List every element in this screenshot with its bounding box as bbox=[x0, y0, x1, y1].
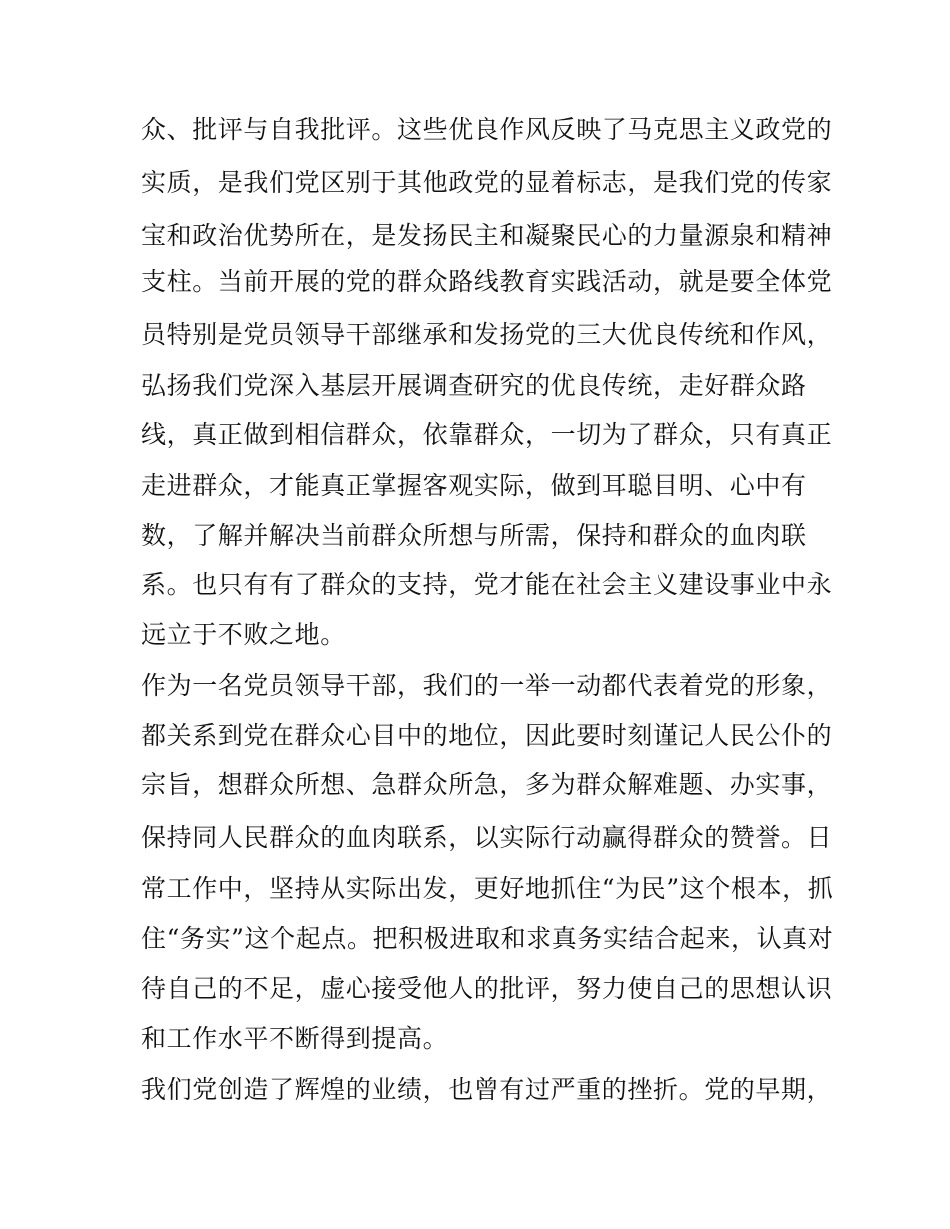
text-line-6: 弘扬我们党深入基层开展调查研究的优良传统，走好群众路 bbox=[141, 371, 807, 400]
text-line-5: 员特别是党员领导干部继承和发扬党的三大优良传统和作风， bbox=[141, 320, 833, 349]
text-line-10: 系。也只有有了群众的支持，党才能在社会主义建设事业中永 bbox=[141, 570, 833, 599]
text-line-3: 宝和政治优势所在，是发扬民主和凝聚民心的力量源泉和精神 bbox=[141, 221, 833, 250]
text-line-1: 众、批评与自我批评。这些优良作风反映了马克思主义政党的 bbox=[141, 115, 833, 144]
text-line-4: 支柱。当前开展的党的群众路线教育实践活动，就是要全体党 bbox=[141, 267, 833, 296]
text-line-17: 住“务实”这个起点。把积极进取和求真务实结合起来，认真对 bbox=[141, 924, 834, 953]
text-line-12: 作为一名党员领导干部，我们的一举一动都代表着党的形象， bbox=[141, 671, 833, 700]
text-line-20: 我们党创造了辉煌的业绩，也曾有过严重的挫折。党的早期， bbox=[141, 1075, 833, 1104]
text-line-9: 数，了解并解决当前群众所想与所需，保持和群众的血肉联 bbox=[141, 521, 807, 550]
text-line-16: 常工作中，坚持从实际出发，更好地抓住“为民”这个根本，抓 bbox=[141, 874, 834, 903]
text-line-19: 和工作水平不断得到提高。 bbox=[141, 1024, 449, 1053]
text-line-15: 保持同人民群众的血肉联系，以实际行动赢得群众的赞誉。日 bbox=[141, 823, 833, 852]
text-line-8: 走进群众，才能真正掌握客观实际，做到耳聪目明、心中有 bbox=[141, 471, 807, 500]
text-line-13: 都关系到党在群众心目中的地位，因此要时刻谨记人民公仆的 bbox=[141, 721, 833, 750]
text-line-7: 线，真正做到相信群众，依靠群众，一切为了群众，只有真正 bbox=[141, 420, 833, 449]
text-line-18: 待自己的不足，虚心接受他人的批评，努力使自己的思想认识 bbox=[141, 974, 833, 1003]
text-line-2: 实质，是我们党区别于其他政党的显着标志，是我们党的传家 bbox=[141, 168, 833, 197]
text-line-14: 宗旨，想群众所想、急群众所急，多为群众解难题、办实事， bbox=[141, 770, 833, 799]
text-line-11: 远立于不败之地。 bbox=[141, 620, 346, 649]
